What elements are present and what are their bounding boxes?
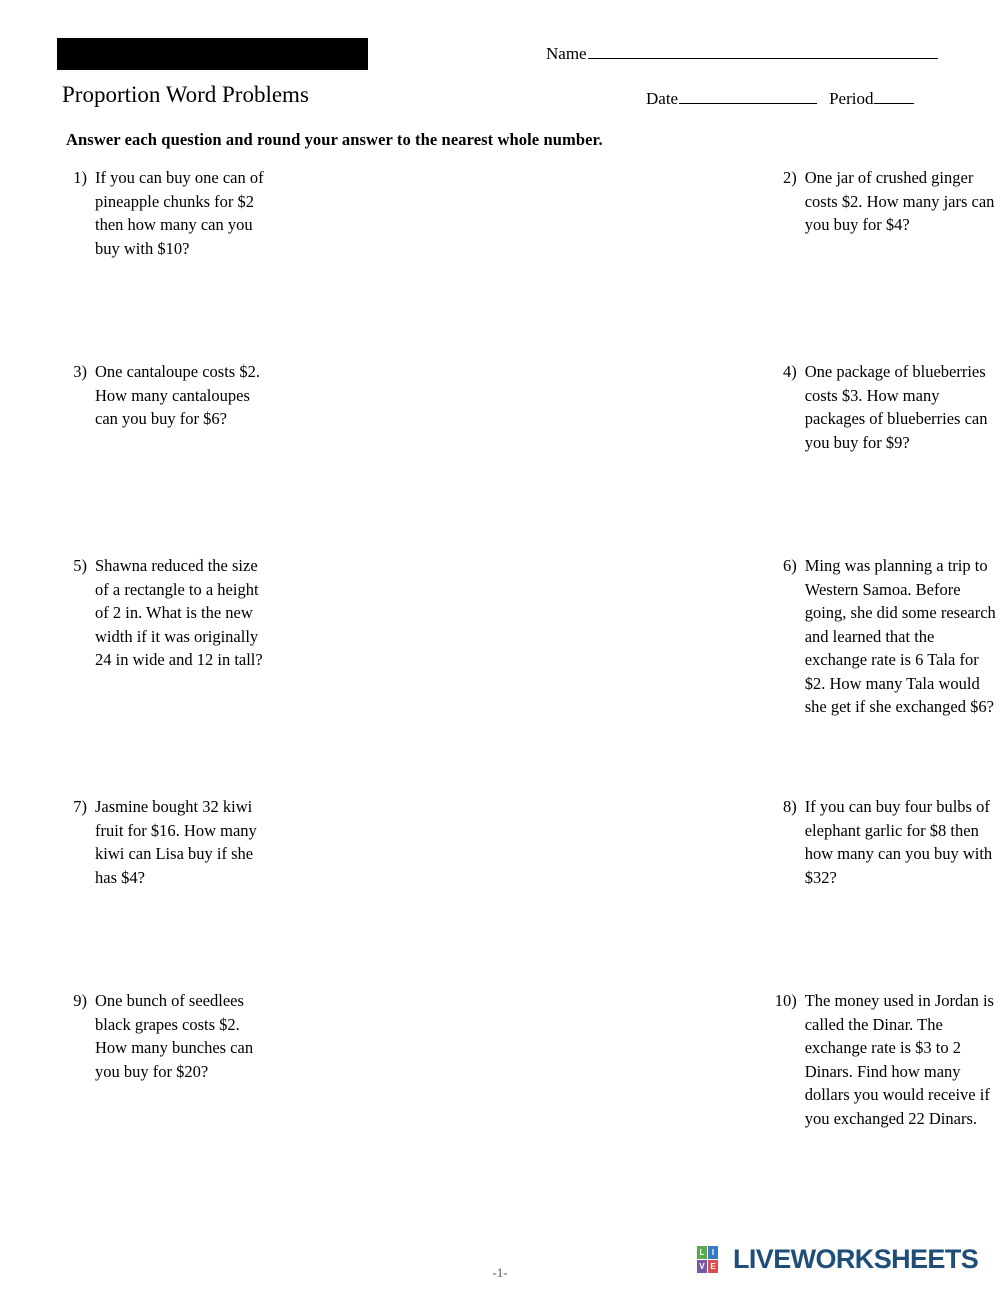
problem-number: 9)	[73, 991, 87, 1010]
problem-number: 8)	[782, 797, 797, 816]
problem-item-5	[0, 554, 270, 795]
problem-text: If you can buy four bulbs of elephant garlic for $8 then how many can you buy with $32?	[804, 797, 993, 887]
problem-text: One bunch of seedlees black grapes costs $2. How many bunches can you buy for $20?	[95, 991, 254, 1081]
problems-grid	[0, 166, 1000, 1189]
problem-item-2	[767, 166, 1000, 360]
problem-number: 2)	[782, 168, 797, 187]
date-label: Date	[646, 89, 679, 108]
problem-number: 3)	[73, 362, 87, 381]
problem-number: 5)	[73, 556, 87, 575]
date-period-field-row	[646, 89, 938, 109]
period-input-rule[interactable]	[874, 89, 914, 104]
problem-number: 4)	[782, 362, 797, 381]
problem-text: Jasmine bought 32 kiwi fruit for $16. How many kiwi can Lisa buy if she has $4?	[95, 797, 257, 887]
redacted-title-bar	[57, 38, 368, 70]
live-tile-l: L	[697, 1246, 707, 1259]
live-tile-empty	[719, 1260, 729, 1273]
problem-text: One jar of crushed ginger costs $2. How many jars can you buy for $4?	[804, 168, 995, 234]
name-field-row	[546, 44, 938, 64]
problem-text: One package of blueberries costs $3. How many packages of blueberries can you buy for $9?	[804, 362, 988, 452]
live-tile-empty	[719, 1246, 729, 1259]
problem-number: 6)	[782, 556, 797, 575]
problem-item-8	[767, 795, 1000, 989]
live-tiles-icon	[697, 1246, 729, 1273]
liveworksheets-logo[interactable]	[697, 1246, 978, 1273]
problem-text: Shawna reduced the size of a rectangle to a height of 2 in. What is the new width if it was originally 24 in wide and 12 in tall?	[95, 556, 263, 669]
problem-row	[0, 554, 1000, 795]
live-tile-e: E	[708, 1260, 718, 1273]
live-tile-i: I	[708, 1246, 718, 1259]
page-number: -1-	[492, 1265, 508, 1280]
problem-number: 1)	[73, 168, 87, 187]
problem-text: If you can buy one can of pineapple chunks for $2 then how many can you buy with $10?	[95, 168, 264, 258]
problem-text: The money used in Jordan is called the Dinar. The exchange rate is $3 to 2 Dinars. Find how many dollars you would receive if you exchanged 22 Dinars.	[804, 991, 994, 1128]
period-label: Period	[829, 89, 874, 108]
problem-text: One cantaloupe costs $2. How many cantaloupes can you buy for $6?	[95, 362, 260, 428]
problem-item-7	[0, 795, 270, 989]
problem-row	[0, 360, 1000, 554]
brand-name: LIVEWORKSHEETS	[733, 1244, 979, 1274]
problem-number: 10)	[774, 991, 797, 1010]
problem-item-1	[0, 166, 270, 360]
name-input-rule[interactable]	[588, 44, 938, 59]
problem-item-6	[767, 554, 1000, 795]
problem-item-10	[767, 989, 1000, 1189]
problem-number: 7)	[73, 797, 87, 816]
date-input-rule[interactable]	[679, 89, 817, 104]
problem-item-4	[767, 360, 1000, 554]
worksheet-header	[0, 0, 1000, 120]
name-label: Name	[546, 44, 587, 63]
problem-row	[0, 166, 1000, 360]
problem-row	[0, 989, 1000, 1189]
instruction-text: Answer each question and round your answer to the nearest whole number.	[66, 130, 603, 149]
live-tile-v: V	[697, 1260, 707, 1273]
problem-row	[0, 795, 1000, 989]
page-title: Proportion Word Problems	[62, 82, 309, 107]
problem-item-9	[0, 989, 270, 1189]
problem-text: Ming was planning a trip to Western Samoa. Before going, she did some research and learned that the exchange rate is 6 Tala for $2. How many Tala would she get if she exchanged $6?	[804, 556, 996, 716]
problem-item-3	[0, 360, 270, 554]
